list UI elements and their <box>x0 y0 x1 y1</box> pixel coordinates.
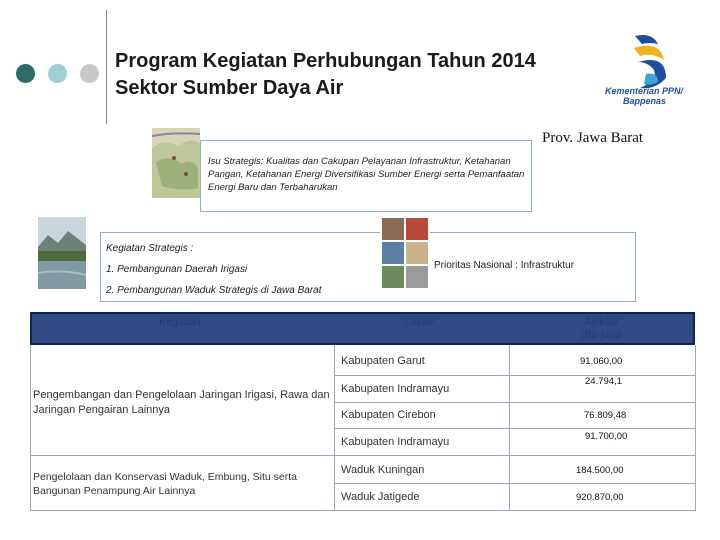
table-row-line <box>334 375 695 376</box>
table-row-line <box>334 428 695 429</box>
lokasi-cell: Kabupaten Garut <box>341 355 425 367</box>
table-row-line <box>334 402 695 403</box>
table-border-bottom <box>30 510 695 511</box>
alokasi-cell: 91.700,00 <box>585 431 628 442</box>
col-header-lokasi: Lokasi <box>404 316 436 328</box>
kegiatan-strategis-item: 2. Pembangunan Waduk Strategis di Jawa Barat <box>106 285 322 296</box>
table-border-right <box>695 345 696 511</box>
table-border-left <box>30 345 31 511</box>
kegiatan-strategis-item: 1. Pembangunan Daerah Irigasi <box>106 264 248 275</box>
logo-caption-line-1: Kementerian PPN/ <box>605 86 684 96</box>
table-group-line <box>30 455 695 456</box>
col-header-alokasi <box>551 316 651 342</box>
decor-dot-light <box>48 64 67 83</box>
title-line-2: Sektor Sumber Daya Air <box>115 77 344 99</box>
decor-dot-gray <box>80 64 99 83</box>
isu-strategis-text: Isu Strategis: Kualitas dan Cakupan Pelayanan Infrastruktur, Ketahanan Pangan, Ketahanan Energi Diversifikasi Sumber Energi serta Pemanfaatan Energi Baru dan Terbaharukan <box>208 156 525 193</box>
kegiatan-group-2: Pengelolaan dan Konservasi Waduk, Embung, Situ serta Bangunan Penampung Air Lainnya <box>33 471 298 497</box>
logo-caption-line-2: Bappenas <box>623 96 667 106</box>
province-label: Prov. Jawa Barat <box>542 130 644 146</box>
prioritas-nasional-label: Prioritas Nasional : Infrastruktur <box>434 260 575 271</box>
col-header-alokasi-line-2: (Rp juta) <box>580 329 622 341</box>
kegiatan-group-1: Pengembangan dan Pengelolaan Jaringan Irigasi, Rawa dan Jaringan Pengairan Lainnya <box>33 389 330 416</box>
kegiatan-strategis-text <box>106 238 322 301</box>
decor-dot-dark <box>16 64 35 83</box>
table-row-line <box>334 483 695 484</box>
lokasi-cell: Waduk Kuningan <box>341 464 425 476</box>
lokasi-cell: Kabupaten Indramayu <box>341 383 450 395</box>
alokasi-cell: 920.870,00 <box>576 492 624 503</box>
header-divider <box>106 10 107 124</box>
title-line-1: Program Kegiatan Perhubungan Tahun 2014 <box>115 50 536 72</box>
infrastructure-photo-collage <box>380 216 430 290</box>
logo-caption <box>605 86 683 106</box>
col-header-alokasi-line-1: Alokasi <box>584 316 618 328</box>
alokasi-cell: 76.809,48 <box>584 410 627 421</box>
alokasi-cell: 184.500,00 <box>576 465 624 476</box>
page-title <box>115 48 536 102</box>
alokasi-cell: 24.794,1 <box>585 376 622 387</box>
col-header-kegiatan: Kegiatan <box>159 316 201 328</box>
lokasi-cell: Kabupaten Indramayu <box>341 436 450 448</box>
map-image <box>152 128 200 198</box>
lake-photo <box>38 217 86 289</box>
lokasi-cell: Waduk Jatigede <box>341 491 420 503</box>
kegiatan-strategis-heading: Kegiatan Strategis : <box>106 243 194 254</box>
alokasi-cell: 91.060,00 <box>580 356 623 367</box>
lokasi-cell: Kabupaten Cirebon <box>341 409 436 421</box>
